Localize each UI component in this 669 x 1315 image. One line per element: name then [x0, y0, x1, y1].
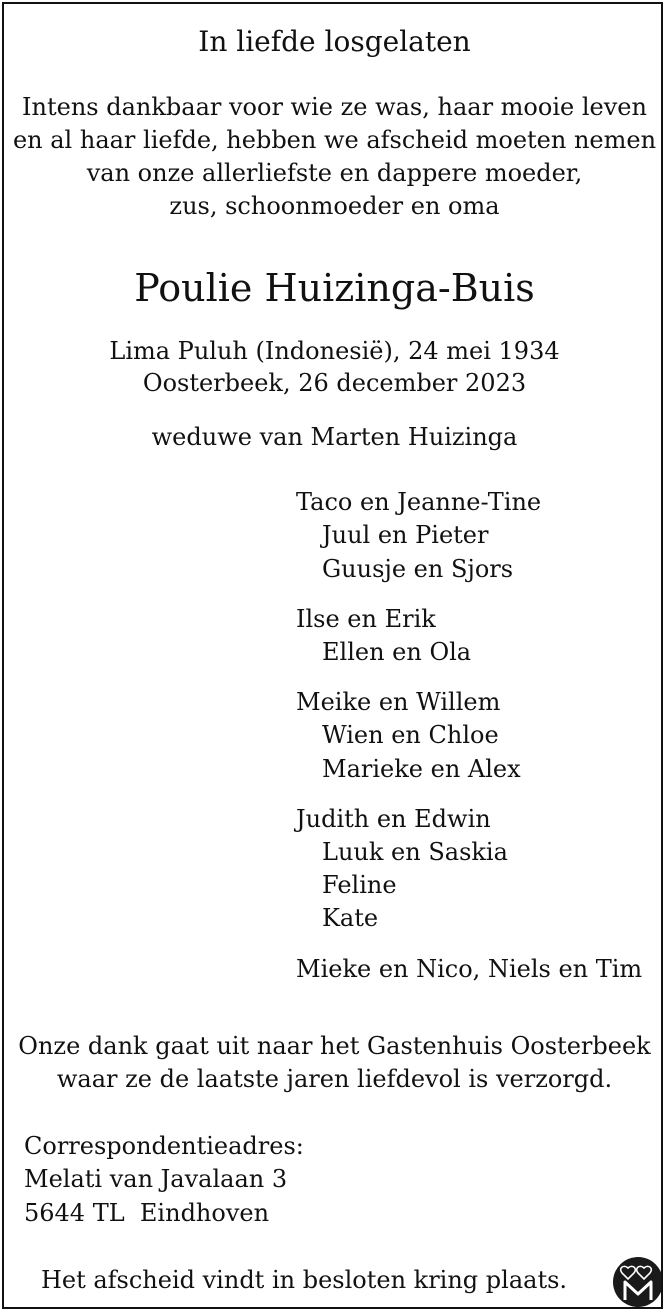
family-child: Luuk en Saskia — [322, 838, 508, 866]
family-child: Guusje en Sjors — [322, 555, 514, 583]
intro-line-3: van onze allerliefste en dappere moeder, — [86, 159, 583, 187]
family-child: Wien en Chloe — [322, 721, 499, 749]
intro-line-1: Intens dankbaar voor wie ze was, haar mooie leven — [22, 93, 647, 121]
family-parents: Mieke en Nico, Niels en Tim — [296, 955, 643, 983]
family-child: Feline — [322, 871, 397, 899]
thanks-line-2: waar ze de laatste jaren liefdevol is verzorgd. — [56, 1065, 613, 1093]
family-parents: Judith en Edwin — [296, 805, 491, 833]
deceased-name: Poulie Huizinga-Buis — [134, 266, 535, 310]
thanks-line-1: Onze dank gaat uit naar het Gastenhuis Oosterbeek — [18, 1032, 651, 1060]
farewell-line: Het afscheid vindt in besloten kring plaats. — [40, 1266, 568, 1294]
family-parents: Taco en Jeanne-Tine — [296, 488, 542, 516]
family-child: Marieke en Alex — [322, 755, 521, 783]
heading: In liefde losgelaten — [198, 25, 471, 58]
mm-logo-icon — [612, 1256, 663, 1308]
address-street: Melati van Javalaan 3 — [24, 1165, 288, 1193]
family-parents: Meike en Willem — [296, 688, 501, 716]
family-child: Juul en Pieter — [322, 521, 489, 549]
address-label: Correspondentieadres: — [24, 1132, 304, 1160]
death-line: Oosterbeek, 26 december 2023 — [142, 369, 527, 397]
address-city: 5644 TL Eindhoven — [24, 1199, 270, 1227]
obituary-card — [2, 2, 663, 1309]
birth-line: Lima Puluh (Indonesië), 24 mei 1934 — [109, 337, 560, 365]
intro-line-4: zus, schoonmoeder en oma — [169, 192, 500, 220]
spouse-line: weduwe van Marten Huizinga — [151, 423, 518, 451]
intro-line-2: en al haar liefde, hebben we afscheid moeten nemen — [12, 126, 657, 154]
family-child: Ellen en Ola — [322, 638, 472, 666]
family-parents: Ilse en Erik — [296, 605, 436, 633]
family-child: Kate — [322, 904, 379, 932]
